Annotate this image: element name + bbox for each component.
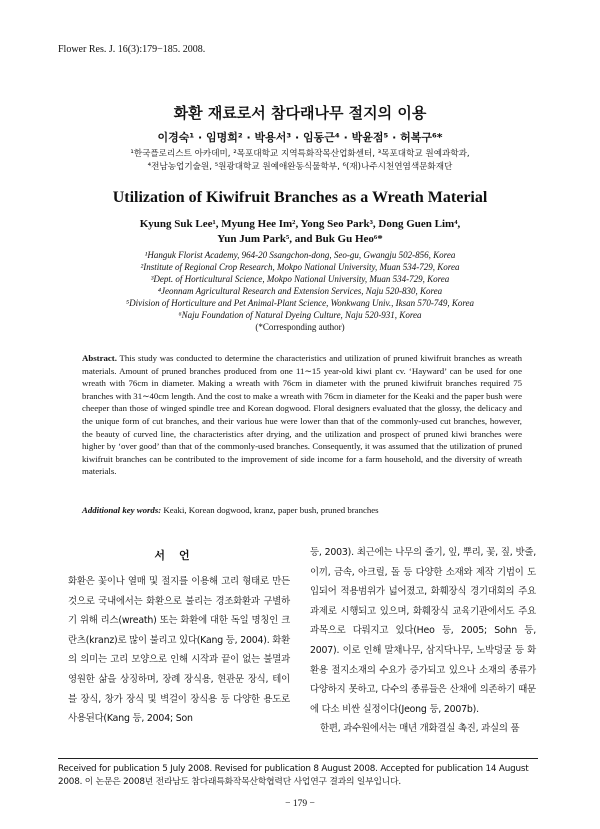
abstract-label: Abstract. (82, 353, 117, 363)
introduction-right-column (310, 543, 536, 739)
english-affiliation-line: ⁵Division of Horticulture and Pet Animal-Plant Science, Wonkwang Univ., Iksan 570-749, Korea (126, 298, 474, 308)
english-title: Utilization of Kiwifruit Branches as a Wreath Material (112, 189, 488, 206)
abstract (82, 352, 522, 478)
korean-affiliation-line: ¹한국플로리스트 아카데미, ²목포대학교 지역특화작목산업화센터, ³목포대학교 원예과학과, (130, 149, 470, 159)
korean-affiliation-line: ⁴전남농업기술원, ⁵원광대학교 원예애완동식물학부, ⁶(재)나주시천연염색문화재단 (147, 162, 453, 172)
english-affiliation-line: ¹Hanguk Florist Academy, 964-20 Ssangchon-dong, Seo-gu, Gwangju 502-856, Korea (144, 250, 456, 260)
english-authors-line: Yun Jum Park⁵, and Buk Gu Heo⁶* (217, 233, 383, 245)
footnote-divider (58, 758, 538, 759)
keywords-text: Keaki, Korean dogwood, kranz, paper bush, pruned branches (163, 505, 379, 515)
additional-keywords (82, 505, 522, 515)
korean-title: 화환 재료로서 참다래나무 절지의 이용 (173, 104, 427, 122)
korean-authors: 이경숙¹ · 임명희² · 박용서³ · 임동근⁴ · 박윤점⁵ · 허복구⁶* (157, 131, 443, 144)
intro-paragraph: 등, 2003). 최근에는 나무의 줄기, 잎, 뿌리, 꽃, 짚, 밧줄, 이끼, 금속, 아크릴, 돌 등 다양한 소재와 제작 기법이 도입되어 적용범위가 넓어졌고, 화훼장식 경기대회의 주요 과제로 시행되고 있으며, 화훼장식 교육기관에서도 주요 과목으로 다뤄지고 있다(Heo 등, 2005; Sohn 등, 2007). 이로 인해 말채나무, 삼지닥나무, 노박덩굴 등 화환용 절지소재의 수요가 증가되고 있으나 소재의 종류가 다양하지 못하고, 다수의 종류들은 산채에 의존하기 때문에 다소 비싼 실정이다(Jeong 등, 2007b). (310, 547, 536, 715)
section-heading-introduction: 서언 (154, 549, 204, 562)
corresponding-author-note: (*Corresponding author) (255, 322, 345, 332)
journal-citation: Flower Res. J. 16(3):179−185. 2008. (58, 44, 206, 55)
english-affiliation-line: ²Institute of Regional Crop Research, Mokpo National University, Muan 534-729, Korea (140, 262, 460, 272)
introduction-left-column: 화환은 꽃이나 열매 및 절지를 이용해 고리 형태로 만든 것으로 국내에서는 화환으로 불리는 경조화환과 구별하기 위해 리스(wreath) 또는 화환에 대한 독일 명칭인 크란츠(kranz)로 많이 불리고 있다(Kang 등, 2004). 화환의 의미는 고리 모양으로 인해 시작과 끝이 없는 불멸과 영원한 삶을 상징하며, 장례 장식용, 현관문 장식, 테이블 장식, 창가 장식 및 벽걸이 장식용 등 다양한 용도로 사용된다(Kang 등, 2004; Son (68, 576, 290, 725)
intro-paragraph: 한편, 과수원에서는 매년 개화결실 촉진, 과실의 품 (320, 723, 520, 735)
publication-footnote: Received for publication 5 July 2008. Revised for publication 8 August 2008. Accepted for publication 14 August 2008. 이 논문은 2008년 전라남도 참다래특화작목산학협력단 사업연구 결과의 일부입니다. (58, 764, 529, 787)
page-number: − 179 − (285, 799, 315, 809)
keywords-label: Additional key words: (82, 505, 162, 515)
english-affiliation-line: ⁴Jeonnam Agricultural Research and Extension Services, Naju 520-830, Korea (157, 286, 443, 296)
english-affiliation-line: ³Dept. of Horticultural Science, Mokpo National University, Muan 534-729, Korea (150, 274, 450, 284)
english-authors-line: Kyung Suk Lee¹, Myung Hee Im², Yong Seo Park³, Dong Guen Lim⁴, (139, 218, 461, 230)
abstract-text: This study was conducted to determine the characteristics and utilization of pruned kiwifruit branches as wreath materials. Amount of pruned branches produced from one 11∼15 year-old kiwi plant cv. ‘Hayward’ can be used for one wreath with 76cm in diameter. Making a wreath with 76cm in diameter with the pruned kiwifruit branches required 75 branches with 31∼40cm length. And the cost to make a wreath with 76cm in diameter for the Keaki and the paper bush were cheeper than those of winged spindle tree and Korean dogwood. Floral designers evaluated that the glossy, the delicacy and the unique form of cut branches, and their various hue were lower than that of the commonly-used cut branches, however, the beauty of curved line, the characteristics after drying, and the utilization and prospect of pruned kiwi branches were higher by ‘over good’ than that of the commonly-used branches. Consequently, it was assumed that the utilization of pruned kiwifruit branches can be contributed to the improvement of side income for a farm household, and the diversity of wreath materials. (82, 353, 522, 477)
english-affiliation-line: ⁶Naju Foundation of Natural Dyeing Culture, Naju 520-931, Korea (178, 310, 422, 320)
